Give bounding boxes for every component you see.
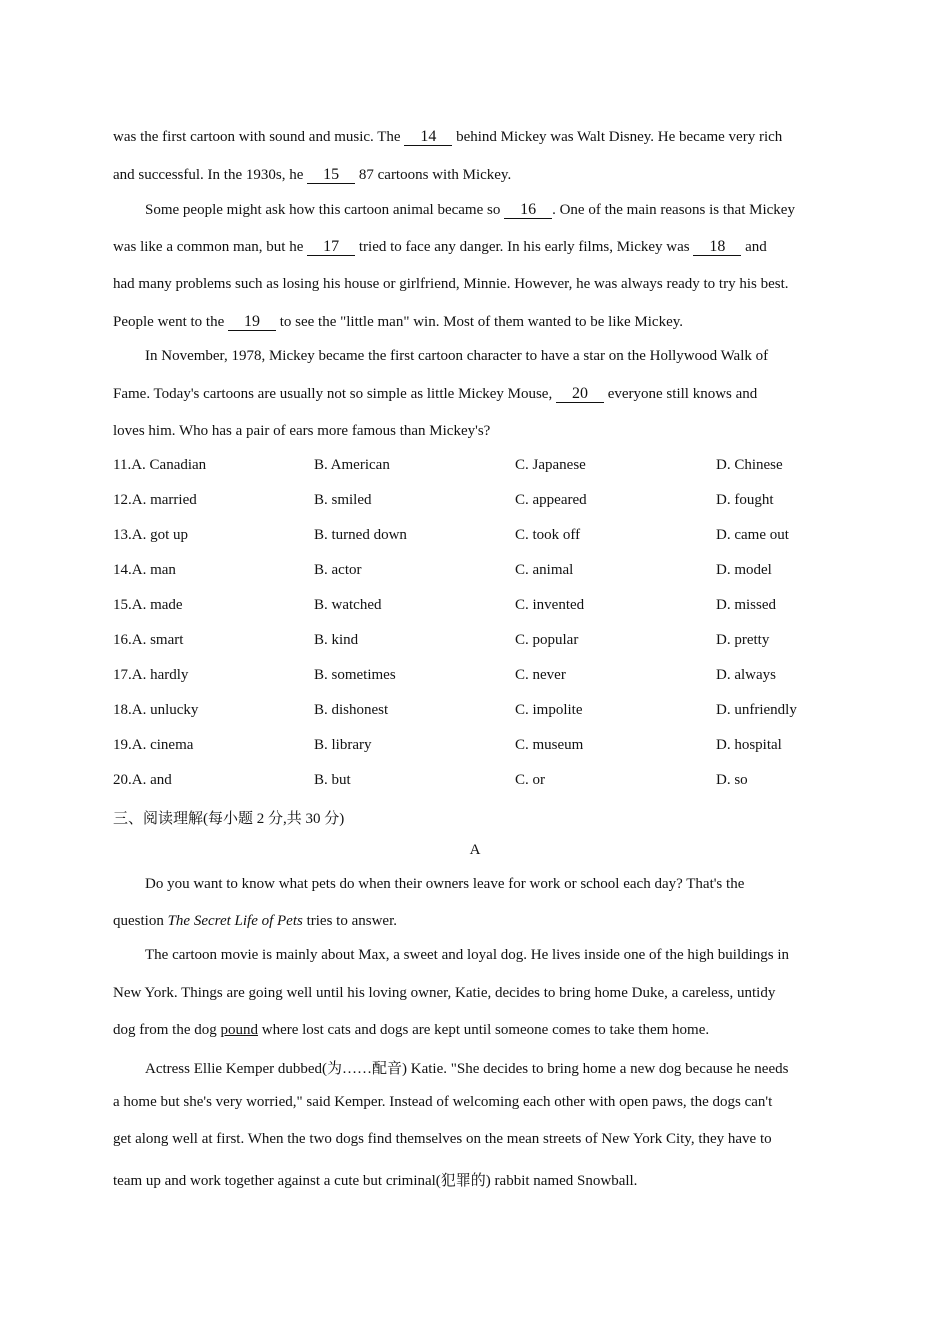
text: tries to answer. bbox=[302, 913, 397, 929]
passage-line bbox=[113, 167, 511, 184]
passage-line bbox=[113, 913, 397, 930]
passage-line: Do you want to know what pets do when their owners leave for work or school each day? That's the bbox=[145, 876, 745, 892]
passage-line: a home but she's very worried," said Kemper. Instead of welcoming each other with open paws, the dogs can't bbox=[113, 1094, 773, 1110]
option-c: C. impolite bbox=[515, 702, 583, 718]
option-a: 19.A. cinema bbox=[113, 737, 194, 753]
option-d: D. fought bbox=[716, 492, 774, 508]
blank-14: 14 bbox=[404, 129, 452, 146]
passage-line: get along well at first. When the two dogs find themselves on the mean streets of New York City, they have to bbox=[113, 1131, 772, 1147]
option-row bbox=[113, 737, 837, 757]
blank-15: 15 bbox=[307, 167, 355, 184]
text: Fame. Today's cartoons are usually not so simple as little Mickey Mouse, bbox=[113, 386, 556, 402]
passage-line bbox=[113, 239, 767, 256]
passage-line: Actress Ellie Kemper dubbed(为……配音) Katie. "She decides to bring home a new dog because he needs bbox=[145, 1061, 789, 1077]
option-c: C. popular bbox=[515, 632, 579, 648]
option-row bbox=[113, 667, 837, 687]
text: and bbox=[741, 239, 767, 255]
option-b: B. watched bbox=[314, 597, 382, 613]
passage-line bbox=[113, 1022, 709, 1039]
blank-17: 17 bbox=[307, 239, 355, 256]
option-b: B. smiled bbox=[314, 492, 372, 508]
text: dog from the dog bbox=[113, 1022, 221, 1038]
option-b: B. actor bbox=[314, 562, 362, 578]
underlined-word: pound bbox=[220, 1022, 258, 1038]
option-d: D. Chinese bbox=[716, 457, 783, 473]
passage-line: The cartoon movie is mainly about Max, a sweet and loyal dog. He lives inside one of the high buildings in bbox=[145, 947, 790, 963]
option-b: B. American bbox=[314, 457, 390, 473]
text: was the first cartoon with sound and music. The bbox=[113, 129, 405, 145]
option-b: B. dishonest bbox=[314, 702, 389, 718]
passage-line: had many problems such as losing his house or girlfriend, Minnie. However, he was always ready to try his best. bbox=[113, 276, 789, 292]
option-a: 16.A. smart bbox=[113, 632, 184, 648]
option-a: 13.A. got up bbox=[113, 527, 188, 543]
passage-line: team up and work together against a cute but criminal(犯罪的) rabbit named Snowball. bbox=[113, 1173, 638, 1189]
text: behind Mickey was Walt Disney. He became very rich bbox=[452, 129, 783, 145]
option-row bbox=[113, 527, 837, 547]
option-row bbox=[113, 772, 837, 792]
text: 87 cartoons with Mickey. bbox=[355, 167, 512, 183]
option-c: C. appeared bbox=[515, 492, 587, 508]
option-b: B. but bbox=[314, 772, 351, 788]
passage-line bbox=[113, 129, 782, 146]
option-d: D. hospital bbox=[716, 737, 782, 753]
text: question bbox=[113, 913, 168, 929]
text: . One of the main reasons is that Mickey bbox=[552, 202, 795, 218]
option-b: B. library bbox=[314, 737, 372, 753]
blank-20: 20 bbox=[556, 386, 604, 403]
text: was like a common man, but he bbox=[113, 239, 308, 255]
option-d: D. so bbox=[716, 772, 748, 788]
option-a: 20.A. and bbox=[113, 772, 172, 788]
option-row bbox=[113, 562, 837, 582]
part-label: A bbox=[469, 842, 481, 858]
text: where lost cats and dogs are kept until someone comes to take them home. bbox=[257, 1022, 710, 1038]
passage-line: In November, 1978, Mickey became the first cartoon character to have a star on the Hollywood Walk of bbox=[145, 348, 769, 364]
option-a: 12.A. married bbox=[113, 492, 197, 508]
text: tried to face any danger. In his early films, Mickey was bbox=[355, 239, 694, 255]
passage-line bbox=[113, 386, 757, 403]
option-d: D. always bbox=[716, 667, 776, 683]
option-a: 15.A. made bbox=[113, 597, 183, 613]
option-c: C. took off bbox=[515, 527, 581, 543]
passage-line: New York. Things are going well until his loving owner, Katie, decides to bring home Duke, a careless, untidy bbox=[113, 985, 776, 1001]
passage-line bbox=[113, 314, 683, 331]
option-d: D. came out bbox=[716, 527, 789, 543]
blank-16: 16 bbox=[504, 202, 552, 219]
passage-line: loves him. Who has a pair of ears more famous than Mickey's? bbox=[113, 423, 491, 439]
option-row bbox=[113, 597, 837, 617]
text: everyone still knows and bbox=[603, 386, 758, 402]
option-row bbox=[113, 457, 837, 477]
option-c: C. never bbox=[515, 667, 566, 683]
option-d: D. model bbox=[716, 562, 772, 578]
blank-19: 19 bbox=[228, 314, 276, 331]
option-c: C. Japanese bbox=[515, 457, 586, 473]
text: Some people might ask how this cartoon animal became so bbox=[145, 202, 505, 218]
blank-18: 18 bbox=[693, 239, 741, 256]
option-row bbox=[113, 492, 837, 512]
option-c: C. animal bbox=[515, 562, 574, 578]
option-d: D. pretty bbox=[716, 632, 770, 648]
option-a: 11.A. Canadian bbox=[113, 457, 207, 473]
option-row bbox=[113, 702, 837, 722]
passage-line bbox=[113, 202, 795, 219]
option-a: 18.A. unlucky bbox=[113, 702, 199, 718]
option-b: B. kind bbox=[314, 632, 359, 648]
option-c: C. museum bbox=[515, 737, 584, 753]
text: People went to the bbox=[113, 314, 228, 330]
option-d: D. unfriendly bbox=[716, 702, 797, 718]
text: and successful. In the 1930s, he bbox=[113, 167, 308, 183]
option-a: 17.A. hardly bbox=[113, 667, 189, 683]
option-b: B. turned down bbox=[314, 527, 407, 543]
option-b: B. sometimes bbox=[314, 667, 396, 683]
text: to see the "little man" win. Most of them wanted to be like Mickey. bbox=[275, 314, 684, 330]
option-c: C. or bbox=[515, 772, 545, 788]
option-d: D. missed bbox=[716, 597, 776, 613]
section-title: 三、阅读理解(每小题 2 分,共 30 分) bbox=[113, 811, 345, 827]
option-c: C. invented bbox=[515, 597, 585, 613]
option-row bbox=[113, 632, 837, 652]
option-a: 14.A. man bbox=[113, 562, 176, 578]
movie-title: The Secret Life of Pets bbox=[167, 913, 303, 929]
